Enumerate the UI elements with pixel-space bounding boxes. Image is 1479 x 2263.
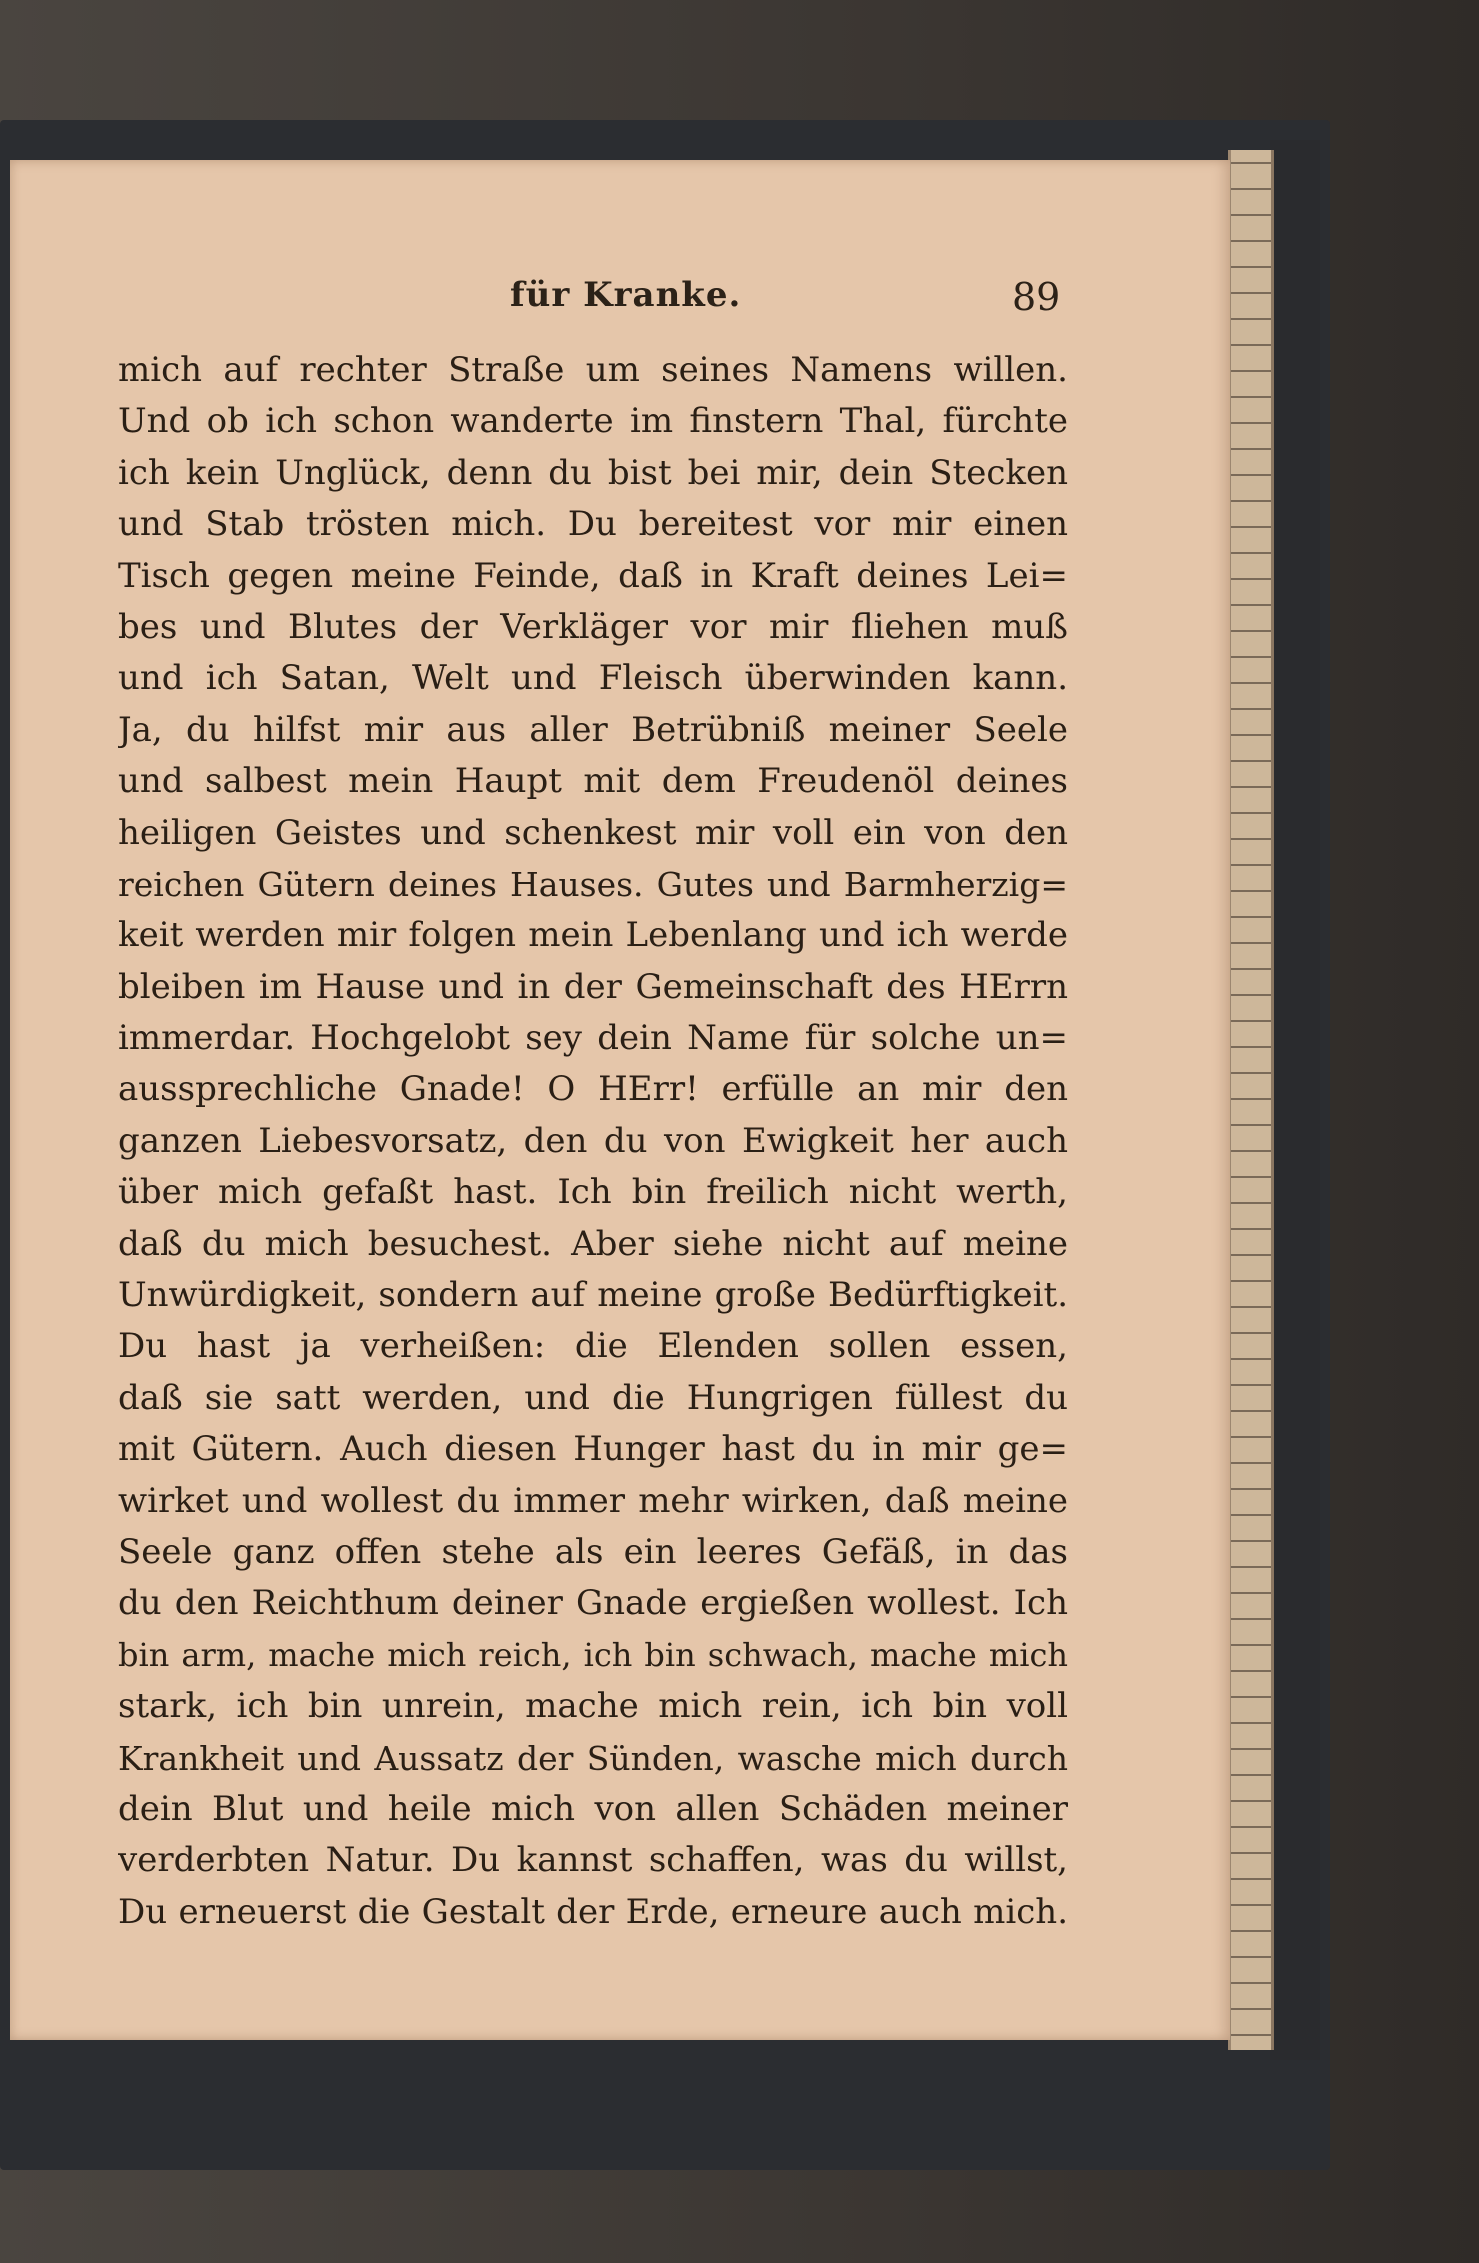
text-line: und Stab trösten mich. Du bereitest vor mir einen <box>118 504 1068 545</box>
text-line: bes und Blutes der Verkläger vor mir fliehen muß <box>118 606 1068 647</box>
page-edge-strip <box>1228 150 1274 2050</box>
text-line: bleiben im Hause und in der Gemeinschaft des HErrn <box>118 966 1068 1007</box>
text-line: daß du mich besuchest. Aber siehe nicht auf meine <box>118 1223 1068 1264</box>
running-head <box>10 275 1230 325</box>
text-line: Seele ganz offen stehe als ein leeres Gefäß, in das <box>118 1531 1068 1572</box>
text-line: Krankheit und Aussatz der Sünden, wasche mich durch <box>118 1738 1068 1778</box>
text-line: daß sie satt werden, und die Hungrigen füllest du <box>118 1377 1068 1418</box>
text-line: Du hast ja verheißen: die Elenden sollen essen, <box>118 1326 1068 1367</box>
text-line: mit Gütern. Auch diesen Hunger hast du in mir ge= <box>118 1429 1068 1470</box>
text-line: bin arm, mache mich reich, ich bin schwach, mache mich <box>118 1635 1068 1674</box>
text-line: aussprechliche Gnade! O HErr! erfülle an mir den <box>118 1069 1068 1110</box>
text-line: Tisch gegen meine Feinde, daß in Kraft deines Lei= <box>118 555 1068 596</box>
text-line: verderbten Natur. Du kannst schaffen, was du willst, <box>118 1840 1068 1881</box>
book-spine-edge <box>1270 140 1320 2060</box>
text-line: wirket und wollest du immer mehr wirken, daß meine <box>118 1480 1068 1521</box>
text-line: und ich Satan, Welt und Fleisch überwinden kann. <box>118 658 1068 699</box>
text-line: stark, ich bin unrein, mache mich rein, ich bin voll <box>118 1686 1068 1727</box>
running-head-title: für Kranke. <box>510 275 742 315</box>
text-line: über mich gefaßt hast. Ich bin freilich nicht werth, <box>118 1172 1068 1213</box>
book-page <box>10 160 1230 2040</box>
text-line: ich kein Unglück, denn du bist bei mir, dein Stecken <box>118 452 1068 493</box>
text-line: ganzen Liebesvorsatz, den du von Ewigkeit her auch <box>118 1120 1068 1161</box>
text-line: und salbest mein Haupt mit dem Freudenöl deines <box>118 761 1068 802</box>
text-line: heiligen Geistes und schenkest mir voll ein von den <box>118 812 1068 853</box>
body-text <box>118 345 1068 1938</box>
text-line: Du erneuerst die Gestalt der Erde, erneure auch mich. <box>118 1891 1068 1932</box>
page-number: 89 <box>1012 275 1061 319</box>
text-line: keit werden mir folgen mein Lebenlang und ich werde <box>118 915 1068 956</box>
text-line: dein Blut und heile mich von allen Schäden meiner <box>118 1788 1068 1829</box>
text-line: Und ob ich schon wanderte im finstern Thal, fürchte <box>118 401 1068 442</box>
text-line: du den Reichthum deiner Gnade ergießen wollest. Ich <box>118 1583 1068 1624</box>
text-line: immerdar. Hochgelobt sey dein Name für solche un= <box>118 1018 1068 1059</box>
text-line: Ja, du hilfst mir aus aller Betrübniß meiner Seele <box>118 709 1068 750</box>
text-line: reichen Gütern deines Hauses. Gutes und Barmherzig= <box>118 864 1068 904</box>
text-line: mich auf rechter Straße um seines Namens willen. <box>118 350 1068 390</box>
text-line: Unwürdigkeit, sondern auf meine große Bedürftigkeit. <box>118 1275 1068 1316</box>
